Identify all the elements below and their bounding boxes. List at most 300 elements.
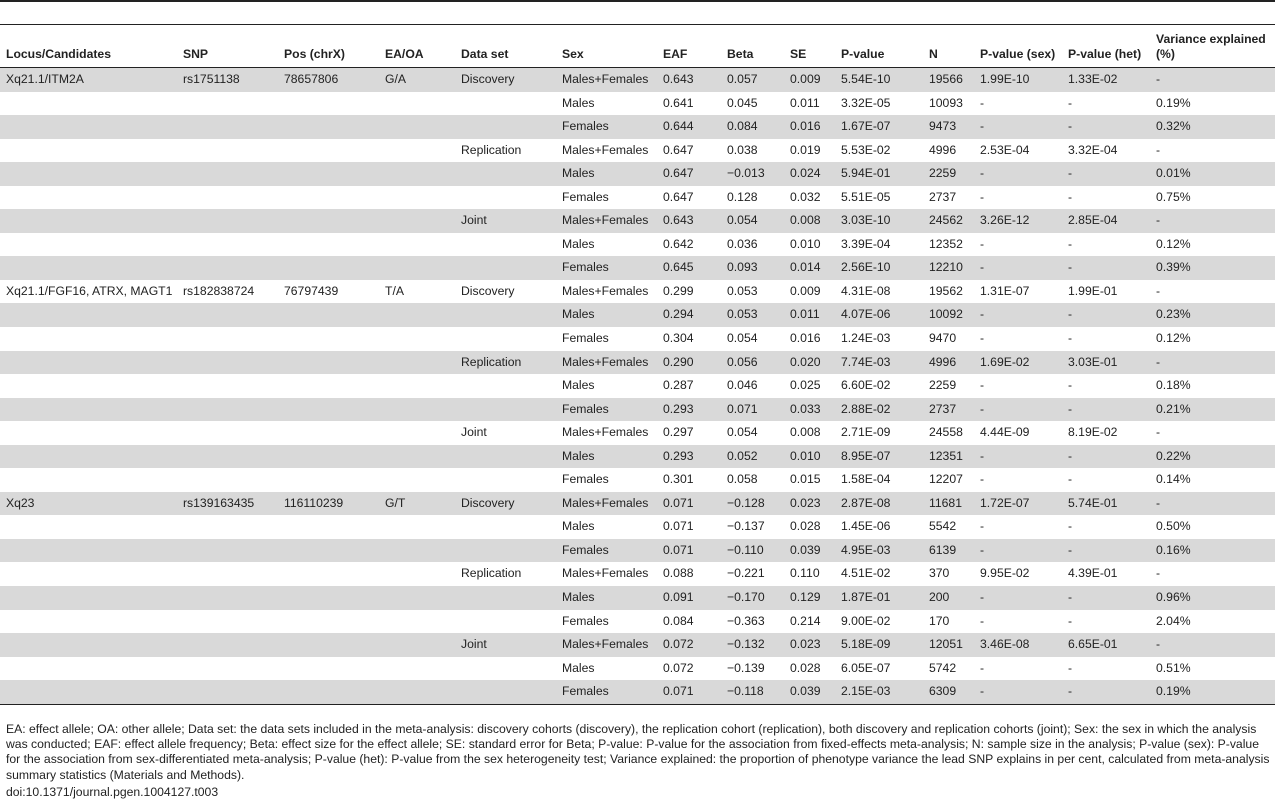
table-cell: - bbox=[1068, 613, 1073, 628]
table-cell bbox=[379, 233, 455, 257]
table-cell: Males+Females bbox=[562, 142, 649, 157]
table-cell: - bbox=[1156, 283, 1161, 298]
table-cell: - bbox=[1068, 236, 1073, 251]
table-cell bbox=[177, 256, 278, 280]
table-cell bbox=[379, 562, 455, 586]
table-cell bbox=[379, 398, 455, 422]
table-cell: 0.009 bbox=[784, 68, 835, 92]
table-cell: rs182838724 bbox=[183, 283, 255, 298]
table-cell: 3.32E-04 bbox=[1068, 142, 1118, 157]
table-cell: Females bbox=[562, 472, 609, 487]
table-cell: 0.038 bbox=[727, 142, 758, 157]
table-cell bbox=[177, 233, 278, 257]
table-cell: −0.132 bbox=[721, 633, 784, 657]
table-cell: 24558 bbox=[929, 425, 963, 440]
table-cell bbox=[0, 539, 177, 563]
table-cell bbox=[455, 303, 556, 327]
table-row bbox=[0, 586, 1275, 610]
table-cell: 0.21% bbox=[1150, 398, 1275, 422]
table-cell bbox=[177, 421, 278, 445]
table-cell: 0.023 bbox=[784, 633, 835, 657]
table-cell: 0.32% bbox=[1150, 115, 1275, 139]
table-cell: 5.53E-02 bbox=[841, 142, 891, 157]
table-cell: 1.69E-02 bbox=[974, 351, 1062, 375]
table-cell: 9.00E-02 bbox=[841, 613, 891, 628]
table-cell: - bbox=[980, 472, 985, 487]
table-cell: 3.32E-05 bbox=[841, 95, 891, 110]
table-cell: 0.301 bbox=[663, 472, 694, 487]
table-cell: 0.071 bbox=[657, 492, 721, 516]
table-cell: 0.23% bbox=[1150, 303, 1275, 327]
table-cell bbox=[379, 445, 455, 469]
table-cell: Males bbox=[562, 519, 595, 534]
table-cell: Xq23 bbox=[0, 492, 177, 516]
table-cell: - bbox=[980, 236, 985, 251]
table-cell bbox=[278, 562, 379, 586]
table-cell bbox=[177, 562, 278, 586]
table-cell: 0.091 bbox=[657, 586, 721, 610]
table-cell: - bbox=[1150, 209, 1275, 233]
table-cell: −0.170 bbox=[721, 586, 784, 610]
table-cell: Males bbox=[556, 586, 657, 610]
table-row bbox=[0, 327, 1275, 351]
table-cell: 5.94E-01 bbox=[835, 162, 923, 186]
table-cell: - bbox=[980, 189, 985, 204]
column-header: EA/OA bbox=[379, 29, 455, 68]
table-cell bbox=[177, 468, 278, 492]
table-cell bbox=[455, 680, 556, 704]
table-cell: 1.31E-07 bbox=[980, 283, 1030, 298]
top-rule bbox=[0, 0, 1275, 2]
table-row bbox=[0, 233, 1275, 257]
table-cell bbox=[379, 680, 455, 704]
table-cell: - bbox=[1156, 142, 1161, 157]
table-cell: - bbox=[980, 660, 985, 675]
table-cell bbox=[177, 303, 278, 327]
table-cell: 2.85E-04 bbox=[1062, 209, 1150, 233]
table-cell: 2.04% bbox=[1156, 613, 1191, 628]
column-header: P-value bbox=[835, 29, 923, 68]
table-cell: 0.084 bbox=[663, 613, 694, 628]
table-cell: 0.072 bbox=[663, 660, 694, 675]
table-cell: 0.025 bbox=[790, 378, 821, 393]
table-cell: 0.12% bbox=[1156, 331, 1191, 346]
table-cell: 0.011 bbox=[790, 95, 820, 110]
table-cell bbox=[0, 610, 177, 634]
table-cell: 0.16% bbox=[1150, 539, 1275, 563]
table-cell: 0.036 bbox=[727, 236, 758, 251]
table-cell bbox=[278, 421, 379, 445]
table-cell: rs139163435 bbox=[177, 492, 278, 516]
table-cell: - bbox=[980, 331, 985, 346]
column-header: N bbox=[923, 29, 974, 68]
table-cell: 0.110 bbox=[790, 566, 820, 581]
table-row bbox=[0, 515, 1275, 539]
table-cell bbox=[379, 209, 455, 233]
table-cell bbox=[278, 374, 379, 398]
table-cell: rs1751138 bbox=[177, 68, 278, 92]
table-cell: 0.028 bbox=[790, 519, 821, 534]
table-cell: 6139 bbox=[923, 539, 974, 563]
table-cell: 0.054 bbox=[727, 425, 758, 440]
table-cell bbox=[379, 586, 455, 610]
table-cell bbox=[379, 139, 455, 163]
table-cell: 0.644 bbox=[657, 115, 721, 139]
table-cell: Males bbox=[556, 445, 657, 469]
table-cell: 0.96% bbox=[1150, 586, 1275, 610]
table-cell bbox=[278, 139, 379, 163]
table-cell: 0.023 bbox=[784, 492, 835, 516]
table-cell: 0.643 bbox=[657, 68, 721, 92]
table-cell: - bbox=[1062, 586, 1150, 610]
column-header: Locus/Candidates bbox=[0, 29, 177, 68]
table-cell bbox=[455, 539, 556, 563]
table-cell: Females bbox=[556, 680, 657, 704]
table-cell bbox=[0, 374, 177, 398]
table-cell: - bbox=[974, 115, 1062, 139]
table-cell: −0.137 bbox=[727, 519, 765, 534]
table-cell: 0.039 bbox=[784, 539, 835, 563]
table-cell: Discovery bbox=[455, 492, 556, 516]
table-row bbox=[0, 162, 1275, 186]
table-cell: 5.51E-05 bbox=[841, 189, 891, 204]
table-cell bbox=[0, 139, 177, 163]
table-cell: 200 bbox=[923, 586, 974, 610]
table-cell bbox=[278, 586, 379, 610]
table-cell: 0.071 bbox=[663, 519, 694, 534]
table-cell bbox=[0, 209, 177, 233]
table-cell bbox=[278, 92, 379, 116]
table-cell bbox=[0, 303, 177, 327]
table-row bbox=[0, 256, 1275, 280]
table-cell bbox=[379, 539, 455, 563]
table-cell: 12352 bbox=[929, 236, 963, 251]
table-cell: Males+Females bbox=[556, 209, 657, 233]
table-cell: 0.054 bbox=[721, 209, 784, 233]
table-cell: - bbox=[1068, 660, 1073, 675]
table-cell bbox=[177, 445, 278, 469]
table-cell bbox=[379, 186, 455, 210]
table-cell bbox=[0, 115, 177, 139]
table-row bbox=[0, 139, 1275, 163]
table-cell bbox=[177, 610, 278, 634]
table-row bbox=[0, 209, 1275, 233]
table-cell: 4.95E-03 bbox=[835, 539, 923, 563]
table-cell: 8.95E-07 bbox=[835, 445, 923, 469]
table-cell: 0.057 bbox=[721, 68, 784, 92]
table-cell: 1.45E-06 bbox=[841, 519, 891, 534]
table-cell bbox=[177, 139, 278, 163]
table-cell: 0.18% bbox=[1156, 378, 1191, 393]
table-cell bbox=[278, 233, 379, 257]
table-cell: 4996 bbox=[929, 142, 957, 157]
table-cell: 7.74E-03 bbox=[835, 351, 923, 375]
table-cell: 19562 bbox=[929, 283, 963, 298]
table-row bbox=[0, 92, 1275, 116]
table-cell: 1.33E-02 bbox=[1062, 68, 1150, 92]
table-cell bbox=[455, 610, 556, 634]
table-row bbox=[0, 374, 1275, 398]
table-cell bbox=[379, 421, 455, 445]
table-cell: 6.60E-02 bbox=[841, 378, 891, 393]
table-cell: 5742 bbox=[929, 660, 957, 675]
table-cell: - bbox=[1150, 492, 1275, 516]
table-cell: - bbox=[1062, 445, 1150, 469]
table-cell: 0.046 bbox=[727, 378, 758, 393]
table-cell bbox=[379, 327, 455, 351]
table-cell: Males+Females bbox=[562, 425, 649, 440]
table-cell: Discovery bbox=[455, 68, 556, 92]
table-cell: 0.128 bbox=[727, 189, 758, 204]
table-cell bbox=[455, 233, 556, 257]
table-cell: 0.019 bbox=[790, 142, 821, 157]
table-cell: Xq21.1/ITM2A bbox=[0, 68, 177, 92]
table-cell: 0.39% bbox=[1150, 256, 1275, 280]
table-cell: −0.363 bbox=[727, 613, 765, 628]
table-cell: 5.74E-01 bbox=[1062, 492, 1150, 516]
table-cell: 2.88E-02 bbox=[835, 398, 923, 422]
table-cell: 4.31E-08 bbox=[841, 283, 891, 298]
table-cell: 2737 bbox=[923, 398, 974, 422]
table-cell: - bbox=[974, 162, 1062, 186]
table-cell: 3.26E-12 bbox=[974, 209, 1062, 233]
table-cell bbox=[455, 515, 556, 539]
table-cell: 0.071 bbox=[657, 680, 721, 704]
table-cell: 2737 bbox=[929, 189, 957, 204]
table-cell: 10092 bbox=[923, 303, 974, 327]
table-cell: 1.58E-04 bbox=[841, 472, 891, 487]
table-cell bbox=[455, 115, 556, 139]
table-cell: 4.51E-02 bbox=[841, 566, 891, 581]
table-cell: Females bbox=[556, 256, 657, 280]
table-cell bbox=[177, 633, 278, 657]
table-cell: - bbox=[974, 398, 1062, 422]
table-cell: −0.013 bbox=[721, 162, 784, 186]
table-cell: 12207 bbox=[929, 472, 963, 487]
table-cell: 12051 bbox=[923, 633, 974, 657]
table-row bbox=[0, 115, 1275, 139]
table-cell: 0.14% bbox=[1156, 472, 1191, 487]
column-header: SNP bbox=[177, 29, 278, 68]
table-cell: 0.647 bbox=[663, 142, 694, 157]
table-cell: 3.03E-10 bbox=[835, 209, 923, 233]
table-cell: Females bbox=[556, 398, 657, 422]
table-cell: 0.294 bbox=[657, 303, 721, 327]
table-cell bbox=[455, 468, 556, 492]
table-cell: Males bbox=[556, 162, 657, 186]
table-cell: 0.071 bbox=[721, 398, 784, 422]
table-cell: Females bbox=[562, 613, 609, 628]
table-cell bbox=[379, 657, 455, 681]
table-cell: 0.009 bbox=[790, 283, 821, 298]
table-cell: 0.293 bbox=[657, 445, 721, 469]
table-row bbox=[0, 492, 1275, 516]
table-cell: 19566 bbox=[923, 68, 974, 92]
table-cell: - bbox=[980, 95, 985, 110]
table-cell bbox=[177, 186, 278, 210]
table-cell: 0.016 bbox=[790, 331, 821, 346]
table-cell: Males bbox=[562, 236, 595, 251]
table-cell bbox=[177, 680, 278, 704]
table-cell: 9.95E-02 bbox=[980, 566, 1030, 581]
table-cell: 1.67E-07 bbox=[835, 115, 923, 139]
table-cell: 1.87E-01 bbox=[835, 586, 923, 610]
table-cell bbox=[379, 610, 455, 634]
table-cell: - bbox=[974, 256, 1062, 280]
table-cell bbox=[0, 327, 177, 351]
table-cell: 3.39E-04 bbox=[841, 236, 891, 251]
table-cell: 0.052 bbox=[721, 445, 784, 469]
table-cell: 0.008 bbox=[790, 425, 821, 440]
table-cell: 5542 bbox=[929, 519, 957, 534]
table-cell: 0.12% bbox=[1156, 236, 1191, 251]
table-cell: 0.293 bbox=[657, 398, 721, 422]
table-cell bbox=[0, 657, 177, 681]
table-cell: 4.44E-09 bbox=[980, 425, 1030, 440]
table-row bbox=[0, 657, 1275, 681]
table-cell: Males bbox=[562, 95, 595, 110]
table-cell bbox=[379, 162, 455, 186]
table-cell: 0.290 bbox=[657, 351, 721, 375]
table-cell bbox=[455, 586, 556, 610]
table-cell: 0.054 bbox=[727, 331, 758, 346]
table-cell: 0.19% bbox=[1156, 95, 1191, 110]
table-cell: 0.015 bbox=[790, 472, 821, 487]
table-cell: Males bbox=[556, 303, 657, 327]
table-cell: 0.50% bbox=[1156, 519, 1191, 534]
table-cell bbox=[177, 515, 278, 539]
table-cell bbox=[278, 515, 379, 539]
table-cell: Females bbox=[562, 331, 609, 346]
table-cell bbox=[278, 209, 379, 233]
table-row bbox=[0, 562, 1275, 586]
table-cell: 0.647 bbox=[663, 189, 694, 204]
table-cell bbox=[379, 633, 455, 657]
table-cell: 4.39E-01 bbox=[1068, 566, 1118, 581]
table-cell bbox=[379, 374, 455, 398]
table-cell: 24562 bbox=[923, 209, 974, 233]
table-cell bbox=[0, 186, 177, 210]
table-cell: Males+Females bbox=[556, 351, 657, 375]
table-cell: - bbox=[974, 586, 1062, 610]
table-cell: 0.297 bbox=[663, 425, 694, 440]
table-cell: Females bbox=[556, 115, 657, 139]
table-cell: 2.53E-04 bbox=[980, 142, 1030, 157]
table-cell: 0.75% bbox=[1156, 189, 1191, 204]
table-cell: - bbox=[1156, 566, 1161, 581]
table-cell: Replication bbox=[461, 142, 522, 157]
table-cell: - bbox=[974, 303, 1062, 327]
table-cell bbox=[0, 398, 177, 422]
table-cell bbox=[0, 256, 177, 280]
table-cell: 0.299 bbox=[663, 283, 694, 298]
table-cell: 1.72E-07 bbox=[974, 492, 1062, 516]
table-cell bbox=[278, 303, 379, 327]
table-cell: 1.99E-10 bbox=[974, 68, 1062, 92]
table-row bbox=[0, 680, 1275, 704]
table-cell: 0.01% bbox=[1150, 162, 1275, 186]
column-header: Sex bbox=[556, 29, 657, 68]
table-cell: 0.088 bbox=[663, 566, 694, 581]
table-cell: 9473 bbox=[923, 115, 974, 139]
table-cell: 1.99E-01 bbox=[1068, 283, 1118, 298]
table-cell: Females bbox=[556, 539, 657, 563]
table-cell bbox=[455, 186, 556, 210]
table-cell: 2.87E-08 bbox=[835, 492, 923, 516]
table-cell: 0.641 bbox=[663, 95, 694, 110]
table-cell: Joint bbox=[455, 209, 556, 233]
table-cell: 10093 bbox=[929, 95, 963, 110]
table-cell: - bbox=[980, 613, 985, 628]
table-cell: 0.053 bbox=[721, 303, 784, 327]
table-cell bbox=[278, 186, 379, 210]
table-cell: T/A bbox=[385, 283, 404, 298]
table-cell: - bbox=[1062, 256, 1150, 280]
table-cell: - bbox=[974, 680, 1062, 704]
table-cell: 0.010 bbox=[784, 445, 835, 469]
table-cell: - bbox=[1062, 398, 1150, 422]
table-cell bbox=[455, 92, 556, 116]
table-cell: - bbox=[1068, 378, 1073, 393]
table-cell: - bbox=[1068, 189, 1073, 204]
table-cell: 3.03E-01 bbox=[1062, 351, 1150, 375]
table-cell: - bbox=[1068, 95, 1073, 110]
table-cell: 0.642 bbox=[663, 236, 694, 251]
table-cell bbox=[0, 562, 177, 586]
table-cell: - bbox=[1068, 519, 1073, 534]
table-cell bbox=[455, 398, 556, 422]
table-cell: Males bbox=[562, 660, 595, 675]
table-row bbox=[0, 633, 1275, 657]
table-cell: 11681 bbox=[923, 492, 974, 516]
table-cell bbox=[177, 374, 278, 398]
table-cell bbox=[177, 539, 278, 563]
table-cell bbox=[455, 374, 556, 398]
table-cell: - bbox=[1062, 539, 1150, 563]
table-cell bbox=[379, 351, 455, 375]
table-cell bbox=[0, 421, 177, 445]
table-cell: 0.51% bbox=[1156, 660, 1191, 675]
table-cell: - bbox=[1062, 115, 1150, 139]
table-cell: Males+Females bbox=[556, 633, 657, 657]
table-cell bbox=[278, 115, 379, 139]
table-cell: 6.05E-07 bbox=[841, 660, 891, 675]
table-cell: Females bbox=[562, 189, 609, 204]
table-cell bbox=[0, 515, 177, 539]
table-cell: 0.045 bbox=[727, 95, 758, 110]
table-cell bbox=[455, 256, 556, 280]
table-cell: 0.071 bbox=[657, 539, 721, 563]
table-cell: Replication bbox=[455, 351, 556, 375]
table-cell bbox=[379, 515, 455, 539]
table-cell bbox=[379, 303, 455, 327]
table-cell bbox=[379, 468, 455, 492]
table-cell bbox=[278, 610, 379, 634]
table-cell bbox=[0, 633, 177, 657]
table-cell: Joint bbox=[461, 425, 487, 440]
table-row bbox=[0, 398, 1275, 422]
table-cell bbox=[278, 327, 379, 351]
table-cell: 3.46E-08 bbox=[974, 633, 1062, 657]
table-cell bbox=[177, 162, 278, 186]
table-cell bbox=[177, 327, 278, 351]
table-cell: 2.15E-03 bbox=[835, 680, 923, 704]
table-row bbox=[0, 610, 1275, 634]
table-row bbox=[0, 445, 1275, 469]
table-cell: 0.22% bbox=[1150, 445, 1275, 469]
table-cell: - bbox=[1062, 162, 1150, 186]
table-cell: 0.304 bbox=[663, 331, 694, 346]
